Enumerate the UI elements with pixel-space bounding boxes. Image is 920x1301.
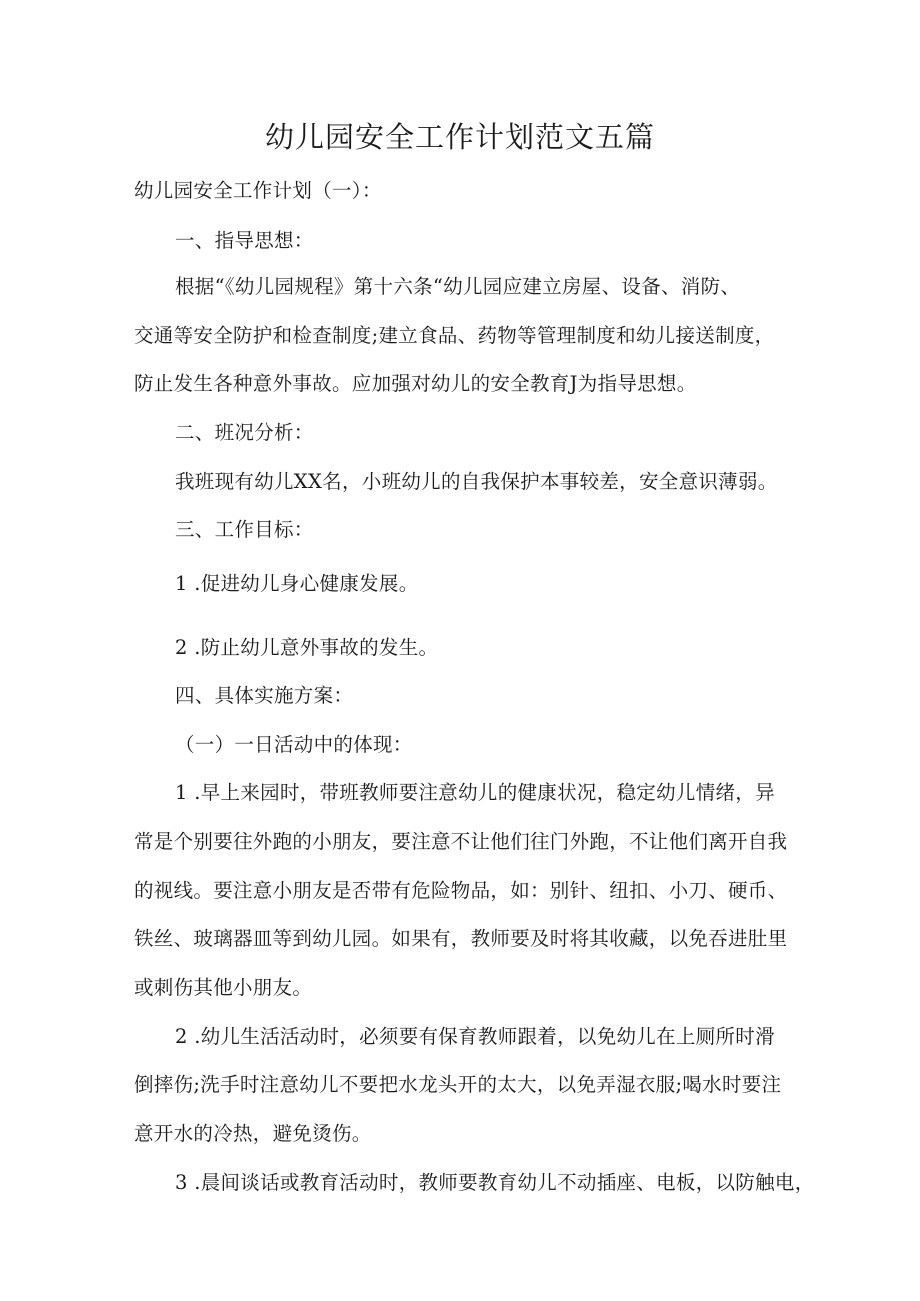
paragraph-line: 的视线。要注意小朋友是否带有危险物品，如：别针、纽扣、小刀、硬币、 [134,879,788,902]
paragraph-line: 交通等安全防护和检查制度;建立食品、药物等管理制度和幼儿接送制度， [134,324,775,347]
goal-item: 2 .防止幼儿意外事故的发生。 [175,636,439,659]
paragraph-line: 或刺伤其他小朋友。 [134,976,313,999]
subsection-heading: （一）一日活动中的体现： [175,733,413,756]
paragraph-line: 意开水的冷热，避免烫伤。 [134,1122,372,1145]
paragraph-line: 2 .幼儿生活活动时，必须要有保育教师跟着，以免幼儿在上厕所时滑 [175,1025,775,1048]
paragraph-line: 我班现有幼儿XX名，小班幼儿的自我保护本事较差，安全意识薄弱。 [175,470,778,493]
paragraph-line: 防止发生各种意外事故。应加强对幼儿的安全教育J为指导思想。 [134,372,697,395]
paragraph-line: 3 .晨间谈话或教育活动时，教师要教育幼儿不动插座、电板，以防触电， [175,1171,815,1194]
paragraph-line: 根据“《幼儿园规程》第十六条“幼儿园应建立房屋、设备、消防、 [175,275,741,298]
paragraph-line: 倒摔伤;洗手时注意幼儿不要把水龙头开的太大，以免弄湿衣服;喝水时要注 [134,1073,782,1096]
paragraph-line: 铁丝、玻璃器皿等到幼儿园。如果有，教师要及时将其收藏，以免吞进肚里 [134,927,788,950]
document-title: 幼儿园安全工作计划范文五篇 [264,120,655,154]
goal-item: 1 .促进幼儿身心健康发展。 [175,572,419,595]
paragraph-line: 常是个别要往外跑的小朋友，要注意不让他们往门外跑，不让他们离开自我 [134,830,788,853]
section-heading-guiding-thought: 一、指导思想： [175,229,314,252]
plan-heading: 幼儿园安全工作计划（一）： [134,179,382,202]
paragraph-line: 1 .早上来园时，带班教师要注意幼儿的健康状况，稳定幼儿情绪，异 [175,781,775,804]
section-heading-work-goals: 三、工作目标： [175,518,314,541]
section-heading-implementation: 四、具体实施方案： [175,684,354,707]
section-heading-class-analysis: 二、班况分析： [175,421,314,444]
